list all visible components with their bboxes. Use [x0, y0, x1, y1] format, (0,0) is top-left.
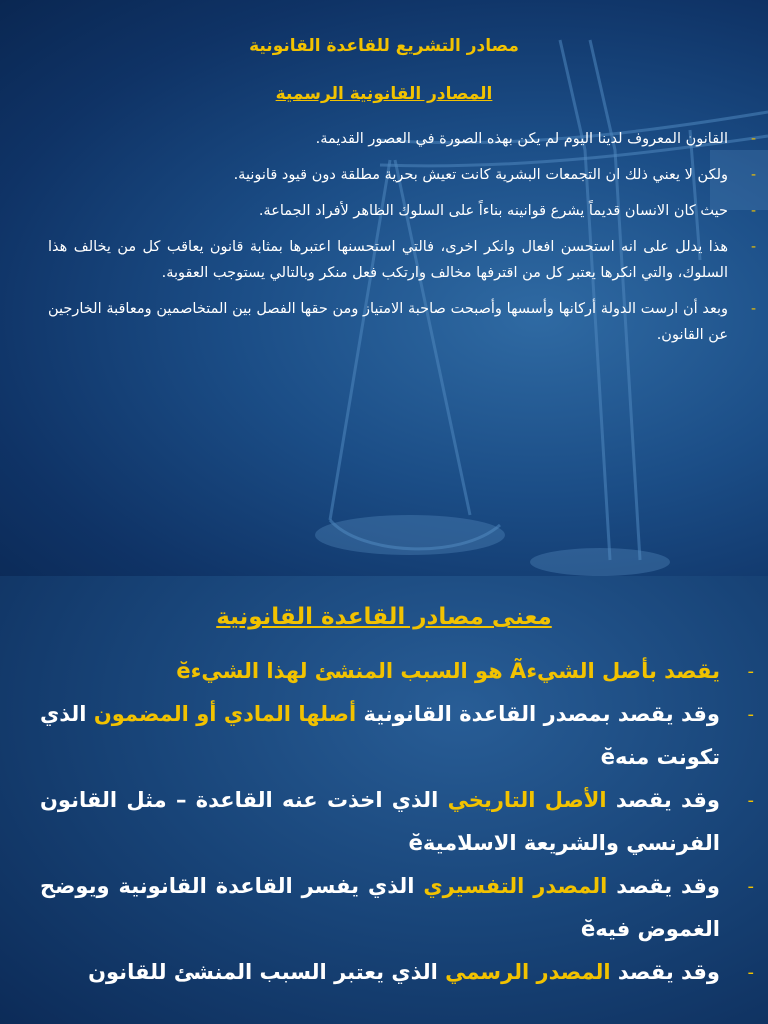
dash-bullet-icon: - — [750, 203, 756, 219]
dash-bullet-icon: - — [750, 239, 756, 255]
highlighted-term: الأصل التاريخي — [447, 788, 607, 812]
list-item: - القانون المعروف لدينا اليوم لم يكن بهذه الصورة في العصور القديمة. — [48, 126, 730, 152]
slide-title: معنى مصادر القاعدة القانونية — [216, 604, 552, 630]
dash-bullet-icon: - — [750, 301, 756, 317]
list-item: - وبعد أن ارست الدولة أركانها وأسسها وأصبحت صاحبة الامتياز ومن حقها الفصل بين المتخاصمين ومعاقبة الخارجين عن القانون. — [48, 296, 730, 348]
dash-bullet-icon: - — [747, 704, 754, 725]
slide-meaning-of-sources — [0, 576, 768, 1024]
list-item: - يقصد بأصل الشيءÃ هو السبب المنشئ لهذا الشيءĕ — [40, 650, 720, 693]
highlighted-term: المصدر الرسمي — [445, 960, 611, 984]
list-item: - وقد يقصد الأصل التاريخي الذي اخذت عنه القاعدة – مثل القانون الفرنسي والشريعة الاسلاميةĕ — [40, 779, 720, 865]
list-item: - وقد يقصد المصدر الرسمي الذي يعتبر السبب المنشئ للقانون — [40, 951, 720, 994]
dash-bullet-icon: - — [747, 876, 754, 897]
list-item: - وقد يقصد بمصدر القاعدة القانونية أصلها المادي أو المضمون الذي تكونت منهĕ — [40, 693, 720, 779]
list-item: - هذا يدلل على انه استحسن افعال وانكر اخرى، فالتي استحسنها اعتبرها بمثابة قانون يعاقب كل من يخالف هذا السلوك، والتي انكرها يعتبر كل من اقترفها مخالف وارتكب فعل منكر وبالتالي يستوجب العقوبة. — [48, 234, 730, 286]
list-item: - حيث كان الانسان قديماً يشرع قوانينه بناءاً على السلوك الظاهر لأفراد الجماعة. — [48, 198, 730, 224]
slide-subtitle: المصادر القانونية الرسمية — [275, 84, 493, 104]
dash-bullet-icon: - — [750, 131, 756, 147]
bullet-list — [40, 650, 754, 994]
bullet-list — [48, 126, 756, 358]
dash-bullet-icon: - — [750, 167, 756, 183]
highlighted-term: أصلها المادي أو المضمون — [93, 702, 357, 726]
list-item: - وقد يقصد المصدر التفسيري الذي يفسر القاعدة القانونية ويوضح الغموض فيهĕ — [40, 865, 720, 951]
slide-title: مصادر التشريع للقاعدة القانونية — [249, 36, 519, 56]
highlighted-term: المصدر التفسيري — [423, 874, 608, 898]
dash-bullet-icon: - — [747, 790, 754, 811]
list-item: - ولكن لا يعني ذلك ان التجمعات البشرية كانت تعيش بحرية مطلقة دون قيود قانونية. — [48, 162, 730, 188]
dash-bullet-icon: - — [747, 962, 754, 983]
dash-bullet-icon: - — [747, 661, 754, 682]
